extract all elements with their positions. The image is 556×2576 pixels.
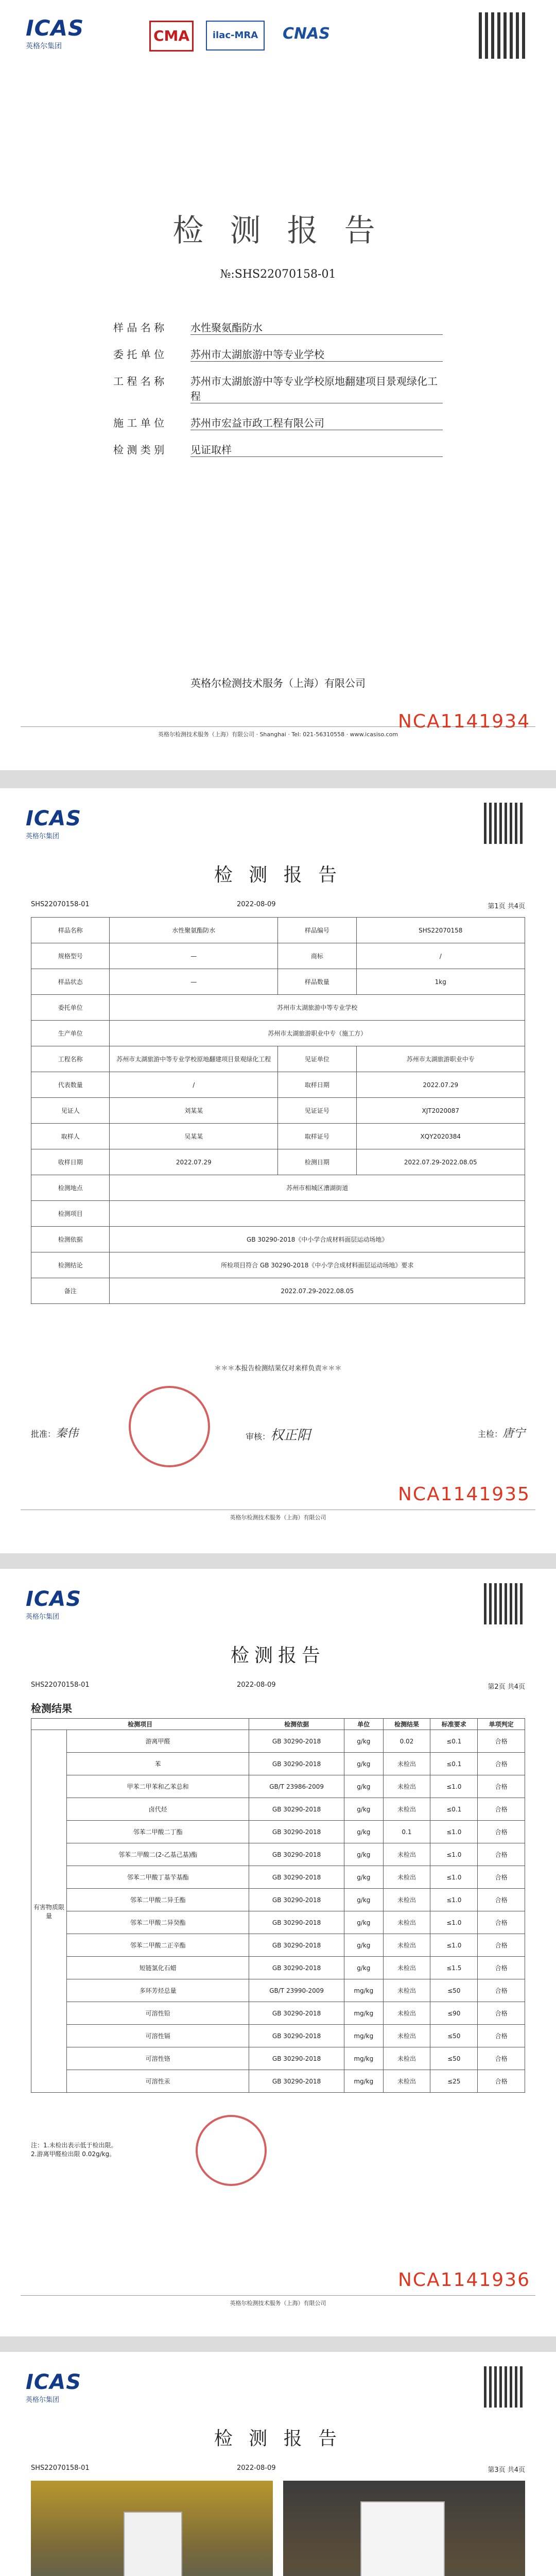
info-value: GB 30290-2018《中小学合成材料面层运动场地》: [110, 1227, 525, 1252]
info-value: 苏州市太湖旅游中等专业学校: [110, 995, 525, 1021]
result-cell: 甲苯二甲苯和乙苯总和: [67, 1775, 249, 1798]
result-cell: g/kg: [344, 1934, 384, 1957]
info-value: 1kg: [356, 969, 525, 995]
info-value: 苏州市太湖旅游中等专业学校原地翻建项目景观绿化工程: [110, 1046, 278, 1072]
cma-mark: CMA: [149, 21, 194, 52]
cover-company: 英格尔检测技术服务（上海）有限公司: [190, 677, 366, 689]
result-cell: GB 30290-2018: [249, 1934, 344, 1957]
result-cell: g/kg: [344, 1866, 384, 1889]
result-cell: 合格: [478, 1775, 525, 1798]
result-cell: GB 30290-2018: [249, 2047, 344, 2070]
result-cell: 可溶性镉: [67, 2025, 249, 2047]
report-note: ＊＊＊本报告检测结果仅对来样负责＊＊＊: [214, 1365, 342, 1372]
result-cell: 合格: [478, 2025, 525, 2047]
info-label: 样品数量: [278, 969, 356, 995]
info-label: 取样证号: [278, 1124, 356, 1149]
info-value: 2022.07.29-2022.08.05: [356, 1149, 525, 1175]
page-number: 第2页 共4页: [488, 1683, 525, 1691]
col-header: 检测结果: [383, 1719, 430, 1730]
info-value: /: [356, 943, 525, 969]
result-cell: 合格: [478, 2070, 525, 2093]
report-date: 2022-08-09: [237, 2464, 276, 2472]
result-row: [31, 1934, 525, 1957]
info-row: [31, 1124, 525, 1149]
result-cell: 多环芳烃总量: [67, 1979, 249, 2002]
icas-logo: ICAS 英格尔集团: [26, 2370, 82, 2404]
result-row: [31, 1889, 525, 1911]
report-date: 2022-08-09: [237, 1681, 276, 1689]
result-cell: 未检出: [383, 1753, 430, 1775]
qr-code: [484, 1583, 525, 1624]
info-label: 生产单位: [31, 1021, 110, 1046]
col-header: 单位: [344, 1719, 384, 1730]
result-cell: ≤0.1: [430, 1753, 478, 1775]
cover-code: NCA1141934: [397, 711, 530, 732]
info-row: [31, 1252, 525, 1278]
result-cell: ≤0.1: [430, 1798, 478, 1821]
page-code: NCA1141936: [397, 2269, 530, 2291]
cnas-mark: CNAS: [283, 25, 330, 43]
info-value: XQY2020384: [356, 1124, 525, 1149]
result-cell: ≤1.5: [430, 1957, 478, 1979]
result-cell: 未检出: [383, 1957, 430, 1979]
result-cell: 邻苯二甲酸二丁酯: [67, 1821, 249, 1843]
result-cell: mg/kg: [344, 2025, 384, 2047]
info-label: 商标: [278, 943, 356, 969]
result-row: [31, 1798, 525, 1821]
result-cell: ≤1.0: [430, 1911, 478, 1934]
result-cell: 邻苯二甲酸二(2-乙基己基)酯: [67, 1843, 249, 1866]
result-cell: g/kg: [344, 1889, 384, 1911]
result-notes: 注：1.未检出表示低于检出限。 2.游离甲醛检出限 0.02g/kg。: [31, 2142, 117, 2158]
info-label: 取样人: [31, 1124, 110, 1149]
result-cell: 合格: [478, 1730, 525, 1753]
info-value: —: [110, 969, 278, 995]
result-cell: GB 30290-2018: [249, 2002, 344, 2025]
result-cell: mg/kg: [344, 2070, 384, 2093]
info-value: 2022.07.29: [356, 1072, 525, 1098]
result-cell: GB 30290-2018: [249, 1866, 344, 1889]
result-cell: g/kg: [344, 1798, 384, 1821]
result-cell: 可溶性铅: [67, 2002, 249, 2025]
result-cell: GB 30290-2018: [249, 1798, 344, 1821]
result-cell: GB 30290-2018: [249, 2025, 344, 2047]
result-cell: ≤1.0: [430, 1889, 478, 1911]
result-cell: g/kg: [344, 1911, 384, 1934]
field-row: 施 工 单 位 苏州市宏益市政工程有限公司: [113, 415, 443, 430]
page-number: 第1页 共4页: [488, 903, 525, 910]
info-label: 收样日期: [31, 1149, 110, 1175]
info-label: 见证单位: [278, 1046, 356, 1072]
result-cell: ≤50: [430, 2047, 478, 2070]
info-label: 检测依据: [31, 1227, 110, 1252]
result-cell: ≤25: [430, 2070, 478, 2093]
ilac-mark: ilac-MRA: [206, 21, 265, 50]
report-number: SHS22070158-01: [31, 1681, 90, 1689]
result-row: [31, 1775, 525, 1798]
result-cell: 未检出: [383, 2002, 430, 2025]
result-cell: GB 30290-2018: [249, 2070, 344, 2093]
icas-logo: ICAS 英格尔集团: [26, 807, 82, 840]
result-cell: g/kg: [344, 1957, 384, 1979]
result-cell: ≤0.1: [430, 1730, 478, 1753]
result-cell: 0.1: [383, 1821, 430, 1843]
section-heading: 检测结果: [31, 1702, 72, 1715]
result-cell: GB 30290-2018: [249, 1889, 344, 1911]
col-header: 单项判定: [478, 1719, 525, 1730]
info-row: [31, 1098, 525, 1124]
info-value: 苏州市相城区漕湖街道: [110, 1175, 525, 1201]
result-cell: 未检出: [383, 1934, 430, 1957]
result-cell: 未检出: [383, 1911, 430, 1934]
result-cell: ≤90: [430, 2002, 478, 2025]
result-row: [31, 2070, 525, 2093]
page-number: 第3页 共4页: [488, 2466, 525, 2474]
result-cell: 可溶性铬: [67, 2047, 249, 2070]
page-footer: 英格尔检测技术服务（上海）有限公司: [21, 2295, 535, 2307]
result-row: [31, 1730, 525, 1753]
inspection-seal: [129, 1386, 210, 1467]
result-row: [31, 1821, 525, 1843]
page-footer: 英格尔检测技术服务（上海）有限公司: [21, 1510, 535, 1521]
result-cell: 未检出: [383, 1889, 430, 1911]
result-cell: g/kg: [344, 1775, 384, 1798]
result-cell: 未检出: [383, 1798, 430, 1821]
cover-footer: 英格尔检测技术服务（上海）有限公司 · Shanghai · Tel: 021-56310558 · www.icasiso.com: [21, 726, 535, 738]
page-title: 检 测 报 告: [214, 2428, 342, 2449]
info-label: 检测项目: [31, 1201, 110, 1227]
info-row: [31, 995, 525, 1021]
result-cell: mg/kg: [344, 1979, 384, 2002]
report-date: 2022-08-09: [237, 901, 276, 908]
icas-logo: ICAS 英格尔集团: [26, 15, 84, 50]
inspection-seal: [196, 2115, 267, 2186]
result-cell: ≤1.0: [430, 1775, 478, 1798]
info-label: 见证人: [31, 1098, 110, 1124]
info-row: [31, 1072, 525, 1098]
info-row: [31, 969, 525, 995]
info-label: 代表数量: [31, 1072, 110, 1098]
qr-code: [484, 803, 525, 844]
result-row: [31, 2047, 525, 2070]
result-cell: GB 30290-2018: [249, 1843, 344, 1866]
result-cell: 邻苯二甲酸二异壬酯: [67, 1889, 249, 1911]
reviewer: 审核：权正阳: [245, 1428, 311, 1443]
result-cell: 合格: [478, 1843, 525, 1866]
result-cell: 未检出: [383, 1775, 430, 1798]
result-cell: 短链氯化石蜡: [67, 1957, 249, 1979]
report-page-1: [0, 788, 556, 1553]
info-row: [31, 1278, 525, 1304]
result-cell: g/kg: [344, 1843, 384, 1866]
result-cell: GB 30290-2018: [249, 1753, 344, 1775]
result-cell: 合格: [478, 1957, 525, 1979]
info-row: [31, 918, 525, 943]
qr-code: [484, 2366, 525, 2408]
info-label: 见证证号: [278, 1098, 356, 1124]
cover-title: 检 测 报 告: [172, 213, 384, 249]
info-value: 2022.07.29: [110, 1149, 278, 1175]
result-cell: 邻苯二甲酸二异癸酯: [67, 1911, 249, 1934]
info-value: 刘某某: [110, 1098, 278, 1124]
result-cell: 合格: [478, 2002, 525, 2025]
info-row: [31, 943, 525, 969]
info-row: [31, 1175, 525, 1201]
info-label: 样品状态: [31, 969, 110, 995]
info-value: —: [110, 943, 278, 969]
result-row: [31, 1979, 525, 2002]
result-cell: 可溶性汞: [67, 2070, 249, 2093]
result-cell: GB/T 23990-2009: [249, 1979, 344, 2002]
result-cell: 邻苯二甲酸二正辛酯: [67, 1934, 249, 1957]
report-number: №:SHS22070158-01: [220, 268, 336, 281]
info-value: 水性聚氨酯防水: [110, 918, 278, 943]
page-code: NCA1141935: [397, 1484, 530, 1505]
info-value: XJT2020087: [356, 1098, 525, 1124]
info-row: [31, 1149, 525, 1175]
field-row: 样 品 名 称 水性聚氨酯防水: [113, 319, 443, 335]
info-label: 样品名称: [31, 918, 110, 943]
result-row: [31, 1843, 525, 1866]
result-cell: ≤50: [430, 2025, 478, 2047]
field-row: 委 托 单 位 苏州市太湖旅游中等专业学校: [113, 346, 443, 362]
result-cell: 0.02: [383, 1730, 430, 1753]
result-row: [31, 2002, 525, 2025]
result-cell: 合格: [478, 1889, 525, 1911]
result-row: [31, 2025, 525, 2047]
result-row: [31, 1866, 525, 1889]
result-cell: 苯: [67, 1753, 249, 1775]
result-row: [31, 1957, 525, 1979]
result-cell: ≤1.0: [430, 1866, 478, 1889]
result-cell: 合格: [478, 1866, 525, 1889]
report-page-2: [0, 1569, 556, 2336]
col-header: 检测项目: [31, 1719, 249, 1730]
info-value: 所检项目符合 GB 30290-2018《中小学合成材料面层运动场地》要求: [110, 1252, 525, 1278]
result-cell: 合格: [478, 1753, 525, 1775]
info-label: 取样日期: [278, 1072, 356, 1098]
result-row: [31, 1911, 525, 1934]
result-cell: GB 30290-2018: [249, 1911, 344, 1934]
result-cell: ≤1.0: [430, 1843, 478, 1866]
sample-photo-1: [31, 2481, 273, 2576]
info-label: 工程名称: [31, 1046, 110, 1072]
qr-code: [479, 12, 525, 59]
result-cell: 未检出: [383, 2025, 430, 2047]
info-value: [110, 1201, 525, 1227]
icas-logo: ICAS 英格尔集团: [26, 1587, 82, 1621]
result-cell: 游离甲醛: [67, 1730, 249, 1753]
report-page-3: [0, 2352, 556, 2576]
group-label: 有害物质限量: [31, 1730, 67, 2093]
field-row: 检 测 类 别 见证取样: [113, 442, 443, 457]
cover-page: [0, 0, 556, 770]
page-title: 检 测 报 告: [214, 865, 342, 886]
report-number: SHS22070158-01: [31, 901, 90, 908]
info-label: 检测结论: [31, 1252, 110, 1278]
approver: 批准：秦伟: [31, 1427, 79, 1440]
page-title: 检测报告: [230, 1645, 325, 1666]
field-row: 工 程 名 称 苏州市太湖旅游中等专业学校原地翻建项目景观绿化工程: [113, 373, 443, 403]
result-cell: ≤50: [430, 1979, 478, 2002]
result-cell: ≤1.0: [430, 1934, 478, 1957]
info-value: 2022.07.29-2022.08.05: [110, 1278, 525, 1304]
info-value: 苏州市太湖旅游职业中专（施工方）: [110, 1021, 525, 1046]
result-cell: 卤代烃: [67, 1798, 249, 1821]
result-cell: GB/T 23986-2009: [249, 1775, 344, 1798]
report-number: SHS22070158-01: [31, 2464, 90, 2472]
info-value: 吴某某: [110, 1124, 278, 1149]
result-cell: 合格: [478, 2047, 525, 2070]
result-cell: mg/kg: [344, 2047, 384, 2070]
info-label: 备注: [31, 1278, 110, 1304]
result-cell: g/kg: [344, 1821, 384, 1843]
result-row: [31, 1753, 525, 1775]
result-cell: GB 30290-2018: [249, 1730, 344, 1753]
result-cell: GB 30290-2018: [249, 1957, 344, 1979]
sample-info-table: [31, 917, 525, 1304]
col-header: 标准要求: [430, 1719, 478, 1730]
result-cell: 合格: [478, 1911, 525, 1934]
cover-fields: [113, 319, 443, 468]
result-cell: 未检出: [383, 1866, 430, 1889]
info-label: 规格型号: [31, 943, 110, 969]
result-cell: 合格: [478, 1821, 525, 1843]
info-value: 苏州市太湖旅游职业中专: [356, 1046, 525, 1072]
info-label: 检测地点: [31, 1175, 110, 1201]
result-cell: 未检出: [383, 1843, 430, 1866]
info-row: [31, 1227, 525, 1252]
col-header: 检测依据: [249, 1719, 344, 1730]
result-cell: mg/kg: [344, 2002, 384, 2025]
info-label: 检测日期: [278, 1149, 356, 1175]
result-cell: 未检出: [383, 2070, 430, 2093]
sample-photo-2: [283, 2481, 525, 2576]
info-label: 样品编号: [278, 918, 356, 943]
result-cell: 合格: [478, 1798, 525, 1821]
result-cell: 邻苯二甲酸丁基苄基酯: [67, 1866, 249, 1889]
result-cell: ≤1.0: [430, 1821, 478, 1843]
signature-block: [31, 1425, 525, 1444]
result-cell: GB 30290-2018: [249, 1821, 344, 1843]
info-row: [31, 1201, 525, 1227]
result-cell: g/kg: [344, 1730, 384, 1753]
result-cell: 未检出: [383, 2047, 430, 2070]
info-label: 委托单位: [31, 995, 110, 1021]
inspector: 主检：唐宁: [477, 1427, 525, 1440]
info-row: [31, 1021, 525, 1046]
result-cell: 未检出: [383, 1979, 430, 2002]
info-value: /: [110, 1072, 278, 1098]
result-cell: 合格: [478, 1934, 525, 1957]
result-cell: g/kg: [344, 1753, 384, 1775]
result-cell: 合格: [478, 1979, 525, 2002]
info-value: SHS22070158: [356, 918, 525, 943]
info-row: [31, 1046, 525, 1072]
results-table: [31, 1718, 525, 2093]
